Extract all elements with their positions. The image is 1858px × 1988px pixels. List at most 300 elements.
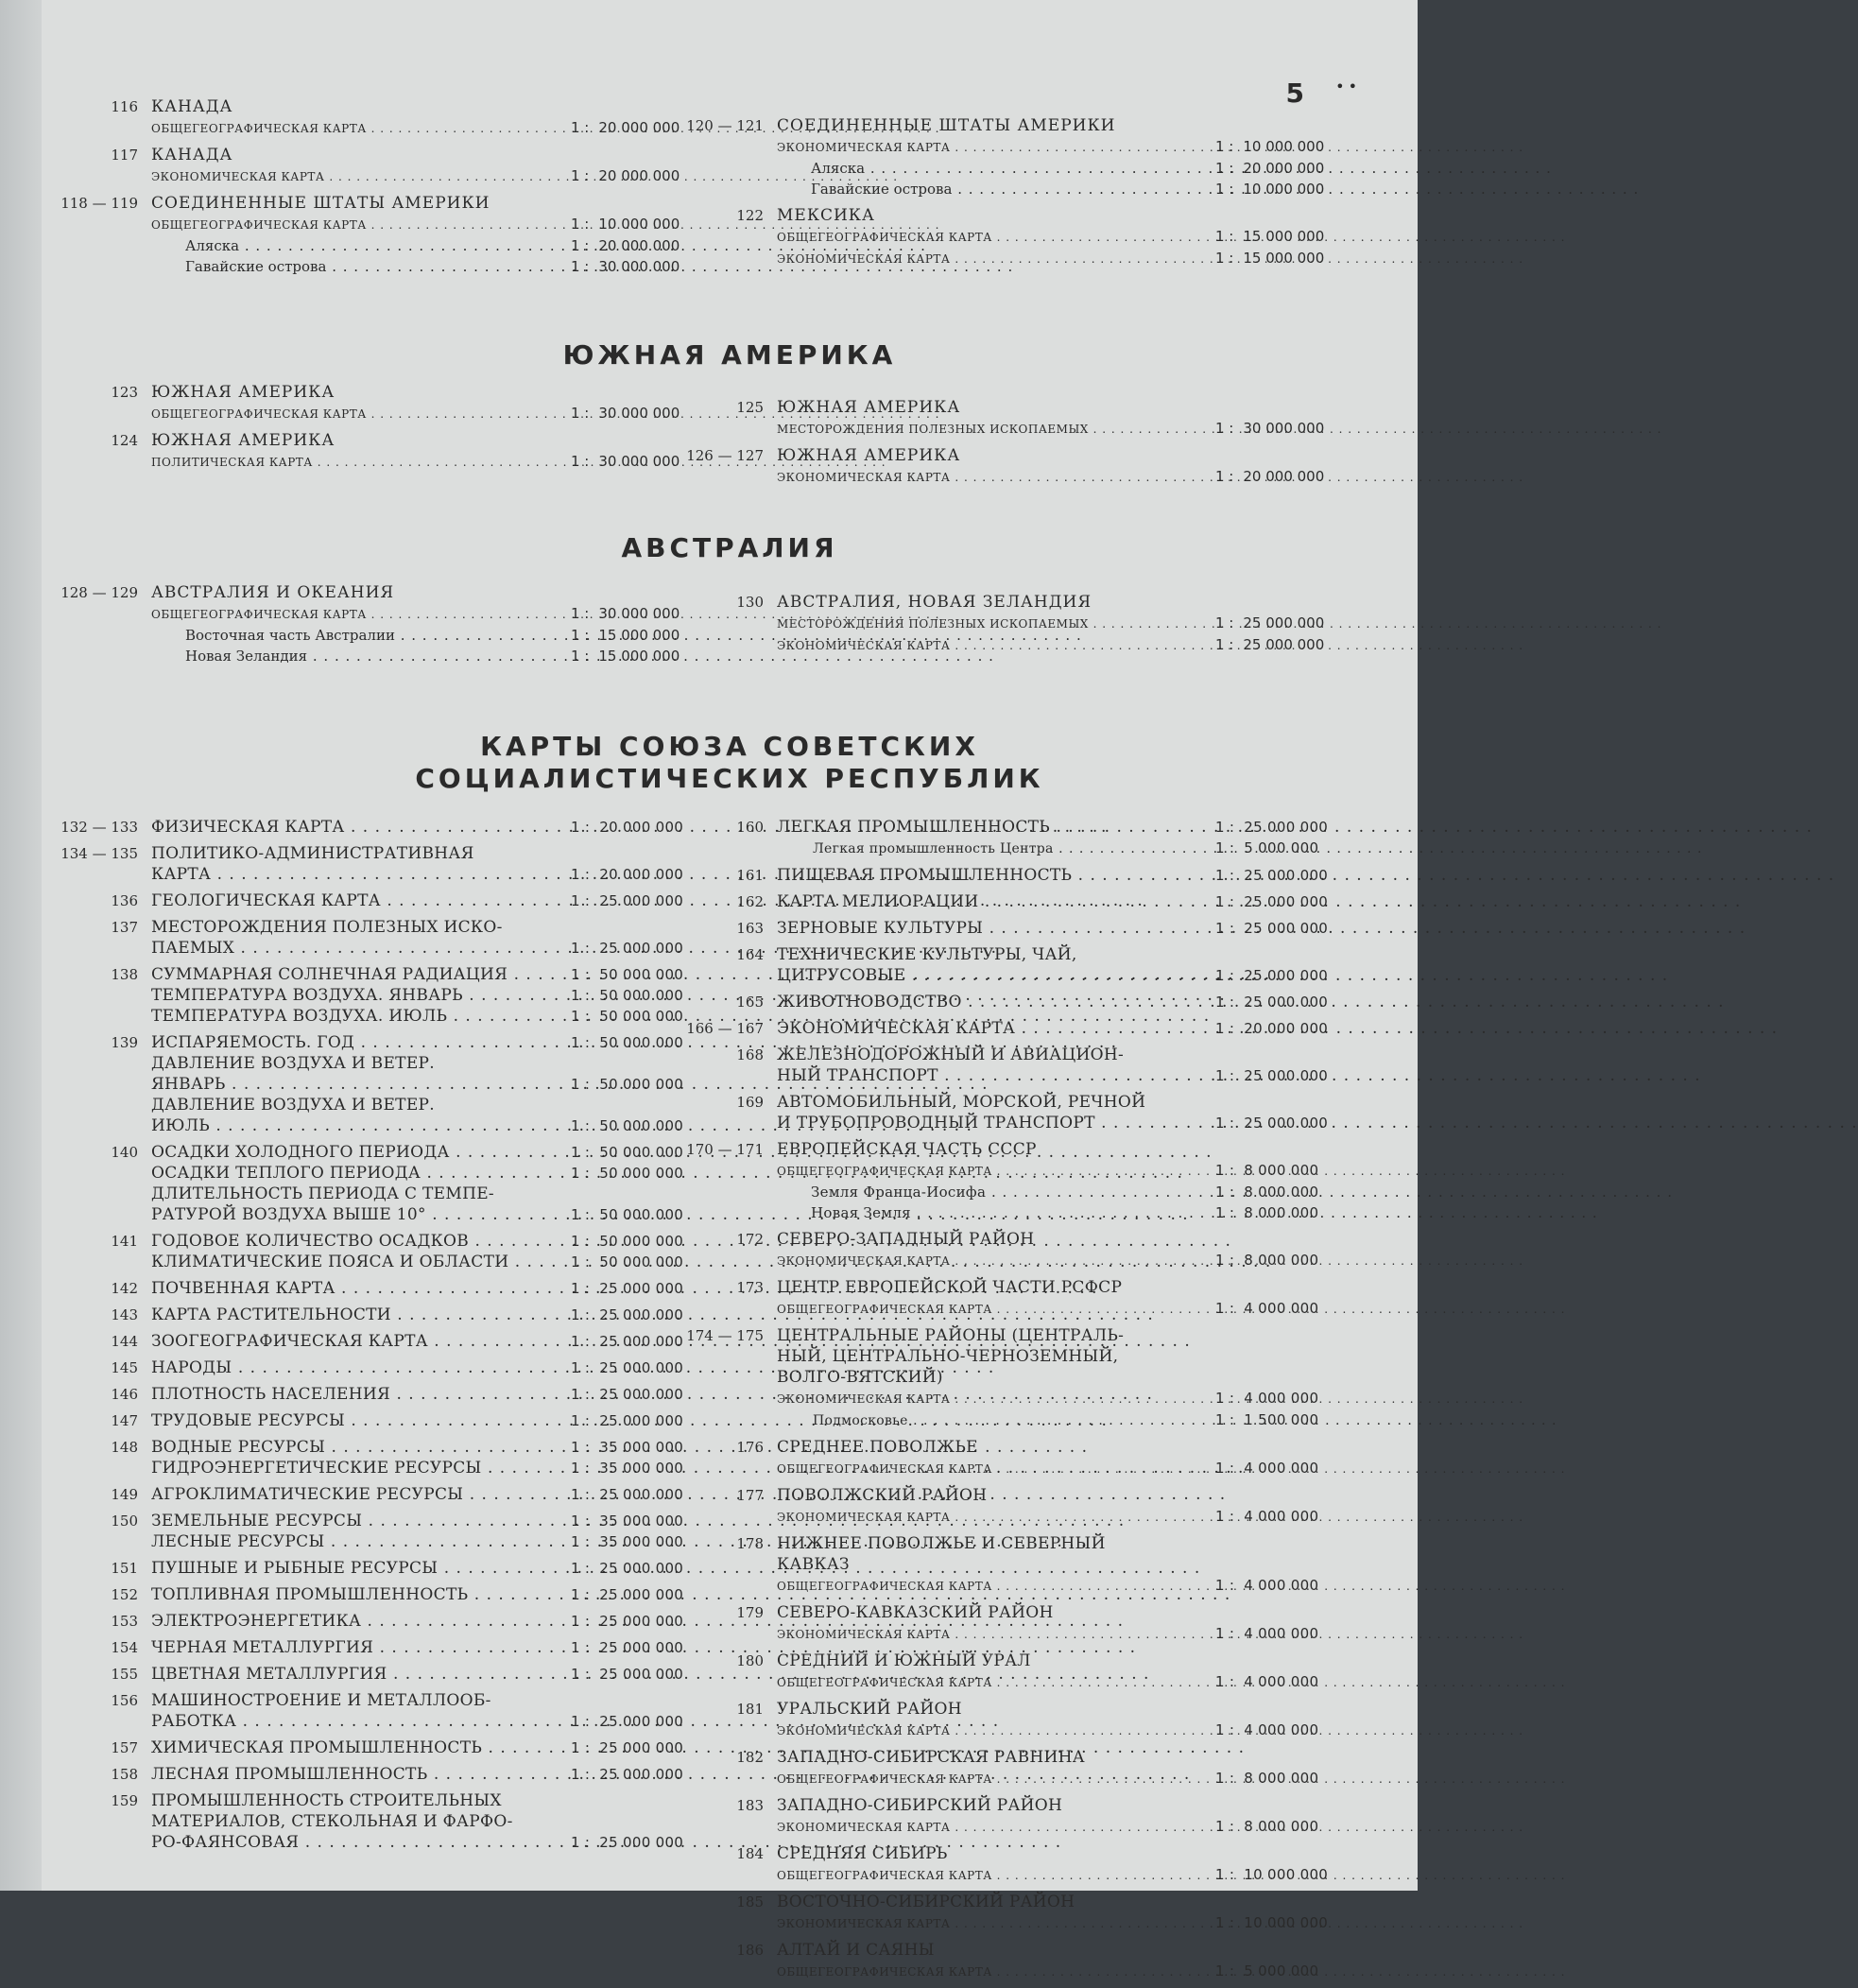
map-title: ИЮЛЬ . . . (151, 1115, 571, 1136)
map-title: ЭКОНОМИЧЕСКАЯ КАРТА . . . (777, 1817, 1215, 1838)
map-title: НИЖНЕЕ ПОВОЛЖЬЕ И СЕВЕРНЫЙ (777, 1534, 1106, 1553)
map-scale (1215, 838, 1319, 858)
scale-value: 50 000 000 (599, 966, 684, 983)
map-scale (571, 1142, 684, 1163)
map-title: ЖИВОТНОВОДСТВО . . . (777, 992, 1215, 1012)
scale-prefix: 1 : (1215, 893, 1235, 910)
scale-prefix: 1 : (571, 1034, 591, 1051)
map-title: ПУШНЫЕ И РЫБНЫЕ РЕСУРСЫ . . . (151, 1558, 571, 1579)
section-heading-ussr-line2: СОЦИАЛИСТИЧЕСКИХ РЕСПУБЛИК (415, 763, 1044, 794)
scale-prefix: 1 : (571, 1513, 591, 1530)
map-scale (571, 1558, 684, 1579)
map-title: РО-ФАЯНСОВАЯ . . . (151, 1832, 571, 1853)
section-heading-australia: АВСТРАЛИЯ (621, 532, 838, 563)
map-title: АВТОМОБИЛЬНЫЙ, МОРСКОЙ, РЕЧНОЙ (777, 1093, 1146, 1112)
scale-prefix: 1 : (571, 237, 590, 254)
map-title: ЗАПАДНО-СИБИРСКИЙ РАЙОН (777, 1796, 1063, 1815)
page-reference: 178 (736, 1535, 764, 1552)
page-reference: 163 (736, 920, 764, 937)
contents-entry (60, 96, 680, 139)
scale-value: 20 000 000 (1243, 160, 1325, 177)
map-title: ЭКОНОМИЧЕСКАЯ КАРТА . . . (777, 1720, 1215, 1741)
page-reference: 116 (111, 98, 138, 115)
map-title: ОБЩЕГЕОГРАФИЧЕСКАЯ КАРТА . . . (777, 1865, 1215, 1886)
page-reference: 136 (111, 892, 138, 909)
map-title: ЭКОНОМИЧЕСКАЯ КАРТА . . . (777, 1624, 1215, 1645)
map-title: ПЛОТНОСТЬ НАСЕЛЕНИЯ . . . (151, 1384, 571, 1405)
scale-prefix: 1 : (571, 1460, 591, 1477)
scale-prefix: 1 : (571, 1639, 591, 1656)
scale-prefix: 1 : (1215, 181, 1234, 198)
page-reference: 130 (736, 594, 764, 611)
map-title: АГРОКЛИМАТИЧЕСКИЕ РЕСУРСЫ . . . (151, 1484, 571, 1505)
page-reference: 186 (736, 1942, 764, 1959)
contents-entry (686, 1892, 1329, 1934)
contents-entry (60, 1231, 684, 1272)
page-reference: 180 (736, 1652, 764, 1669)
scale-prefix: 1 : (1215, 636, 1234, 653)
section-heading-south-america: ЮЖНАЯ АМЕРИКА (562, 339, 897, 371)
scale-value: 20 000 000 (598, 167, 680, 184)
scale-value: 4 000 000 (1244, 1300, 1319, 1317)
page-reference: 165 (736, 994, 764, 1011)
map-title: РАБОТКА . . . (151, 1711, 571, 1732)
map-title: КАРТА МЕЛИОРАЦИИ . . . (777, 891, 1215, 912)
map-scale (571, 1458, 684, 1478)
map-scale (1215, 918, 1329, 939)
contents-entry (60, 843, 684, 885)
scale-prefix: 1 : (1215, 1721, 1235, 1738)
scale-value: 20 000 000 (1243, 468, 1325, 485)
scale-value: 5 000 000 (1244, 1962, 1319, 1979)
map-scale (571, 1204, 684, 1225)
map-title: ПАЕМЫХ . . . (151, 938, 571, 959)
map-scale (571, 1437, 684, 1458)
contents-entry (60, 382, 680, 424)
contents-entry (686, 1139, 1319, 1223)
map-scale (1215, 1458, 1319, 1478)
scale-value: 20 000 000 (599, 866, 684, 883)
contents-entry (60, 1331, 684, 1352)
map-scale (1215, 965, 1329, 986)
map-scale (1215, 1160, 1319, 1181)
contents-entry (60, 1584, 684, 1605)
scale-prefix: 1 : (1215, 819, 1235, 836)
map-scale (571, 1252, 684, 1272)
contents-entry (686, 1437, 1319, 1479)
scale-prefix: 1 : (571, 1834, 591, 1851)
map-scale (1215, 1912, 1329, 1933)
map-scale (1215, 817, 1329, 838)
contents-entry (686, 1747, 1319, 1789)
scale-value: 25 000 000 (599, 1666, 684, 1683)
contents-entry (60, 1690, 684, 1732)
map-title: ЗЕРНОВЫЕ КУЛЬТУРЫ . . . (777, 918, 1215, 939)
scale-value: 25 000 000 (1244, 893, 1329, 910)
map-title: ЗАПАДНО-СИБИРСКАЯ РАВНИНА (777, 1748, 1085, 1767)
contents-entry (686, 1533, 1319, 1597)
map-title: ВОСТОЧНО-СИБИРСКИЙ РАЙОН (777, 1893, 1075, 1911)
page-reference: 179 (736, 1604, 764, 1621)
scale-prefix: 1 : (1215, 1067, 1235, 1084)
scale-value: 25 000 000 (599, 1639, 684, 1656)
scale-prefix: 1 : (1215, 1390, 1235, 1407)
map-title: СЕВЕРО-ЗАПАДНЫЙ РАЙОН (777, 1230, 1035, 1249)
map-scale (1215, 1671, 1319, 1692)
scale-prefix: 1 : (1215, 867, 1235, 884)
scale-value: 50 000 000 (599, 1144, 684, 1161)
scale-prefix: 1 : (1215, 138, 1234, 155)
scale-value: 25 000 000 (1244, 867, 1329, 884)
map-scale (571, 1305, 684, 1325)
page-reference: 183 (736, 1797, 764, 1814)
scale-prefix: 1 : (1215, 1818, 1235, 1835)
contents-entry (686, 1018, 1329, 1039)
map-scale (1215, 1768, 1319, 1789)
scale-prefix: 1 : (1215, 1184, 1235, 1201)
scale-prefix: 1 : (571, 1306, 591, 1323)
map-title: ЗЕМЕЛЬНЫЕ РЕСУРСЫ . . . (151, 1511, 571, 1531)
map-title: КАРТА РАСТИТЕЛЬНОСТИ . . . (151, 1305, 571, 1325)
map-scale (1215, 226, 1325, 247)
map-title: ОБЩЕГЕОГРАФИЧЕСКАЯ КАРТА . . . (777, 1161, 1215, 1182)
scale-value: 30 000 000 (598, 605, 680, 622)
map-scale (571, 603, 680, 624)
page-reference: 146 (111, 1386, 138, 1403)
contents-entry (686, 445, 1325, 488)
scale-value: 10 000 000 (1244, 1914, 1329, 1931)
scale-value: 4 000 000 (1244, 1721, 1319, 1738)
scale-prefix: 1 : (571, 1713, 591, 1730)
scale-prefix: 1 : (571, 1386, 591, 1403)
page-reference: 141 (111, 1233, 138, 1250)
map-title: МЕКСИКА (777, 206, 875, 225)
scale-value: 10 000 000 (1243, 181, 1325, 198)
scale-value: 25 000 000 (1243, 636, 1325, 653)
scale-value: 25 000 000 (1244, 1067, 1329, 1084)
map-title: ТЕМПЕРАТУРА ВОЗДУХА. ИЮЛЬ . . . (151, 1006, 571, 1027)
map-scale (571, 1737, 684, 1758)
map-title: ЭКОНОМИЧЕСКАЯ КАРТА . . . (777, 1251, 1215, 1271)
page-reference: 117 (111, 147, 138, 164)
scale-prefix: 1 : (1215, 1252, 1235, 1269)
scale-prefix: 1 : (1215, 250, 1234, 267)
page-reference: 140 (111, 1144, 138, 1161)
page-reference: 138 (111, 966, 138, 983)
scale-value: 30 000 000 (598, 258, 680, 275)
contents-entry (60, 1558, 684, 1579)
map-title: ХИМИЧЕСКАЯ ПРОМЫШЛЕННОСТЬ . . . (151, 1737, 571, 1758)
page-reference: 124 (111, 432, 138, 449)
map-title: Новая Земля . . . (777, 1202, 1215, 1223)
page-reference: 169 (736, 1094, 764, 1111)
contents-entry (60, 890, 684, 911)
page-reference: 168 (736, 1046, 764, 1063)
scale-prefix: 1 : (571, 1333, 591, 1350)
map-title: ДАВЛЕНИЕ ВОЗДУХА И ВЕТЕР. (151, 1054, 435, 1073)
scale-value: 8 000 000 (1244, 1162, 1319, 1179)
scale-value: 25 000 000 (599, 1306, 684, 1323)
map-title: ЮЖНАЯ АМЕРИКА (151, 383, 335, 402)
page-reference: 176 (736, 1439, 764, 1456)
contents-entry (686, 992, 1329, 1012)
map-scale (1215, 1575, 1319, 1596)
map-scale (1215, 1298, 1319, 1319)
page-reference: 170 — 171 (686, 1141, 764, 1158)
scale-value: 20 000 000 (598, 237, 680, 254)
map-title: НЫЙ, ЦЕНТРАЛЬНО-ЧЕРНОЗЕМНЫЙ, (777, 1347, 1119, 1366)
scale-value: 1 500 000 (1244, 1411, 1319, 1428)
contents-entry (686, 817, 1329, 859)
map-title: МАШИНОСТРОЕНИЕ И МЕТАЛЛООБ- (151, 1691, 491, 1710)
scale-prefix: 1 : (571, 216, 590, 233)
scale-value: 25 000 000 (1244, 994, 1329, 1011)
map-scale (1215, 1961, 1319, 1981)
map-scale (571, 646, 680, 666)
scale-prefix: 1 : (571, 405, 590, 422)
map-scale (1215, 418, 1325, 439)
map-title: Гавайские острова . . . (777, 179, 1215, 199)
map-scale (571, 1115, 684, 1136)
map-title: ОБЩЕГЕОГРАФИЧЕСКАЯ КАРТА . . . (777, 1769, 1215, 1789)
contents-entry (60, 1737, 684, 1758)
contents-entry (60, 1637, 684, 1658)
contents-entry (686, 1940, 1319, 1982)
scale-value: 25 000 000 (599, 1359, 684, 1376)
scale-value: 35 000 000 (599, 1513, 684, 1530)
page-reference: 158 (111, 1766, 138, 1783)
scale-value: 10 000 000 (1244, 1866, 1329, 1883)
scale-value: 30 000 000 (598, 405, 680, 422)
contents-entry (686, 1699, 1319, 1741)
map-title: ПОЛИТИЧЕСКАЯ КАРТА . . . (151, 452, 571, 473)
scale-prefix: 1 : (571, 892, 591, 909)
contents-entry (60, 1384, 684, 1405)
map-title: ЭКОНОМИЧЕСКАЯ КАРТА . . . (151, 166, 571, 187)
page-reference: 118 — 119 (60, 195, 138, 212)
map-scale (1215, 1409, 1319, 1430)
scale-prefix: 1 : (571, 1117, 591, 1134)
map-scale (571, 451, 680, 472)
map-title: КАРТА . . . (151, 864, 571, 885)
map-title: ОСАДКИ ТЕПЛОГО ПЕРИОДА . . . (151, 1163, 571, 1184)
scale-prefix: 1 : (571, 940, 591, 957)
map-scale (571, 256, 680, 277)
page-reference: 148 (111, 1439, 138, 1456)
page-reference: 128 — 129 (60, 584, 138, 601)
map-scale (571, 1637, 684, 1658)
map-scale (1215, 1720, 1319, 1740)
map-title: ПОЛИТИКО-АДМИНИСТРАТИВНАЯ (151, 844, 474, 863)
map-title: ЭКОНОМИЧЕСКАЯ КАРТА . . . (777, 1507, 1215, 1528)
map-title: МЕСТОРОЖДЕНИЯ ПОЛЕЗНЫХ ИСКОПАЕМЫХ . . . (777, 419, 1215, 440)
map-title: ПИЩЕВАЯ ПРОМЫШЛЕННОСТЬ . . . (777, 865, 1215, 886)
scale-prefix: 1 : (1215, 1625, 1235, 1642)
map-scale (1215, 1250, 1319, 1271)
map-scale (571, 864, 684, 885)
scale-value: 50 000 000 (599, 1034, 684, 1051)
contents-entry (60, 430, 680, 473)
map-scale (1215, 891, 1329, 912)
contents-entry (686, 1843, 1329, 1886)
map-title: СРЕДНЯЯ СИБИРЬ (777, 1844, 948, 1863)
scale-prefix: 1 : (1215, 1962, 1235, 1979)
page-reference: 154 (111, 1639, 138, 1656)
map-scale (1215, 1864, 1329, 1885)
contents-entry (60, 1611, 684, 1632)
page-reference: 161 (736, 867, 764, 884)
map-title: ОБЩЕГЕОГРАФИЧЕСКАЯ КАРТА . . . (151, 404, 571, 424)
map-title: НАРОДЫ . . . (151, 1357, 571, 1378)
scale-prefix: 1 : (571, 1253, 591, 1271)
binding-edge (0, 0, 42, 1891)
scale-prefix: 1 : (1215, 1577, 1235, 1594)
map-title: ЭКОНОМИЧЕСКАЯ КАРТА . . . (777, 1913, 1215, 1934)
map-title: ПОЧВЕННАЯ КАРТА . . . (151, 1278, 571, 1299)
page-reference: 149 (111, 1486, 138, 1503)
scale-prefix: 1 : (571, 119, 590, 136)
map-title: ОБЩЕГЕОГРАФИЧЕСКАЯ КАРТА . . . (151, 604, 571, 625)
scale-prefix: 1 : (571, 966, 591, 983)
contents-entry (686, 891, 1329, 912)
map-scale (571, 1357, 684, 1378)
map-title: И ТРУБОПРОВОДНЫЙ ТРАНСПОРТ . . . (777, 1113, 1215, 1133)
scale-value: 20 000 000 (1244, 1020, 1329, 1037)
map-title: ЖЕЛЕЗНОДОРОЖНЫЙ И АВИАЦИОН- (777, 1046, 1125, 1064)
map-title: ГИДРОЭНЕРГЕТИЧЕСКИЕ РЕСУРСЫ . . . (151, 1458, 571, 1478)
scale-value: 25 000 000 (599, 1586, 684, 1603)
map-title: СУММАРНАЯ СОЛНЕЧНАЯ РАДИАЦИЯ . . . (151, 964, 571, 985)
scale-prefix: 1 : (571, 648, 590, 665)
map-title: ЭКОНОМИЧЕСКАЯ КАРТА . . . (777, 137, 1215, 158)
scale-value: 20 000 000 (599, 819, 684, 836)
page-reference: 137 (111, 919, 138, 936)
contents-entry (686, 1485, 1319, 1528)
scale-value: 15 000 000 (1243, 250, 1325, 267)
map-title: ЭКОНОМИЧЕСКАЯ КАРТА . . . (777, 1018, 1215, 1039)
scale-prefix: 1 : (1215, 160, 1234, 177)
map-scale (1215, 466, 1325, 487)
scale-prefix: 1 : (1215, 1673, 1235, 1690)
map-scale (571, 890, 684, 911)
map-title: ОСАДКИ ХОЛОДНОГО ПЕРИОДА . . . (151, 1142, 571, 1163)
map-title: ИСПАРЯЕМОСТЬ. ГОД . . . (151, 1032, 571, 1053)
page-reference: 122 (736, 207, 764, 224)
australia-right-column (686, 592, 1325, 662)
scale-prefix: 1 : (571, 819, 591, 836)
scale-value: 25 000 000 (1244, 920, 1329, 937)
scale-value: 25 000 000 (599, 940, 684, 957)
contents-entry (60, 917, 684, 959)
contents-entry (60, 1410, 684, 1431)
map-title: ОБЩЕГЕОГРАФИЧЕСКАЯ КАРТА . . . (777, 1459, 1215, 1479)
contents-entry (686, 592, 1325, 656)
map-scale (1215, 1018, 1329, 1039)
ussr-left-column (60, 817, 684, 1858)
map-title: ГЕОЛОГИЧЕСКАЯ КАРТА . . . (151, 890, 571, 911)
map-title: ЦЕНТРАЛЬНЫЕ РАЙОНЫ (ЦЕНТРАЛЬ- (777, 1326, 1125, 1345)
page-reference: 147 (111, 1412, 138, 1429)
map-title: ГОДОВОЕ КОЛИЧЕСТВО ОСАДКОВ . . . (151, 1231, 571, 1252)
scale-prefix: 1 : (1215, 420, 1234, 437)
page-reference: 181 (736, 1701, 764, 1718)
scale-value: 25 000 000 (599, 1333, 684, 1350)
contents-entry (60, 1664, 684, 1685)
scale-prefix: 1 : (571, 1439, 591, 1456)
page-reference: 153 (111, 1613, 138, 1630)
page-reference: 174 — 175 (686, 1327, 764, 1344)
page-reference: 162 (736, 893, 764, 910)
page-reference: 157 (111, 1739, 138, 1756)
map-scale (571, 1832, 684, 1853)
contents-entry (60, 1764, 684, 1785)
scale-prefix: 1 : (1215, 1411, 1235, 1428)
map-title: ЦИТРУСОВЫЕ . . . (777, 965, 1215, 986)
map-title: СОЕДИНЕННЫЕ ШТАТЫ АМЕРИКИ (777, 116, 1116, 135)
contents-entry (60, 1484, 684, 1505)
atlas-contents-page (42, 0, 1418, 1979)
map-scale (1215, 1113, 1329, 1133)
ussr-right-column (686, 817, 1329, 1988)
contents-entry (60, 1437, 684, 1478)
map-scale (1215, 865, 1329, 886)
map-title: КАВКАЗ (777, 1555, 850, 1574)
map-scale (1215, 1388, 1319, 1409)
map-scale (571, 1278, 684, 1299)
map-title: ОБЩЕГЕОГРАФИЧЕСКАЯ КАРТА . . . (777, 1576, 1215, 1597)
map-scale (571, 1231, 684, 1252)
scale-prefix: 1 : (571, 1586, 591, 1603)
map-scale (571, 938, 684, 959)
scale-value: 8 000 000 (1244, 1204, 1319, 1221)
scale-prefix: 1 : (571, 605, 590, 622)
map-scale (571, 1410, 684, 1431)
contents-entry (60, 964, 684, 1027)
map-title: ПРОМЫШЛЕННОСТЬ СТРОИТЕЛЬНЫХ (151, 1791, 502, 1810)
scale-value: 50 000 000 (599, 987, 684, 1004)
map-title: ТОПЛИВНАЯ ПРОМЫШЛЕННОСТЬ . . . (151, 1584, 571, 1605)
page-reference: 159 (111, 1792, 138, 1809)
page-reference: 185 (736, 1893, 764, 1910)
map-title: АВСТРАЛИЯ, НОВАЯ ЗЕЛАНДИЯ (777, 593, 1092, 612)
page-reference: 172 (736, 1231, 764, 1248)
contents-entry (686, 1325, 1319, 1431)
map-scale (571, 1511, 684, 1531)
scale-prefix: 1 : (571, 1076, 591, 1093)
map-scale (1215, 248, 1325, 268)
map-scale (1215, 1202, 1319, 1223)
contents-entry (686, 944, 1329, 986)
page-reference: 143 (111, 1306, 138, 1323)
contents-entry (60, 1032, 684, 1136)
contents-entry (60, 1790, 684, 1853)
page-reference: 156 (111, 1692, 138, 1709)
map-scale (571, 985, 684, 1006)
map-title: МАТЕРИАЛОВ, СТЕКОЛЬНАЯ И ФАРФО- (151, 1812, 513, 1831)
map-title: ЛЕСНЫЕ РЕСУРСЫ . . . (151, 1531, 571, 1552)
contents-entry (60, 582, 680, 666)
contents-entry (60, 1511, 684, 1552)
page-reference: 155 (111, 1666, 138, 1683)
scale-prefix: 1 : (1215, 1914, 1235, 1931)
map-scale (571, 1384, 684, 1405)
map-title: РАТУРОЙ ВОЗДУХА ВЫШЕ 10° . . . (151, 1204, 571, 1225)
map-scale (1215, 1065, 1329, 1086)
scale-value: 25 000 000 (599, 1386, 684, 1403)
scale-value: 25 000 000 (599, 1739, 684, 1756)
scale-value: 50 000 000 (599, 1206, 684, 1223)
page-reference: 150 (111, 1513, 138, 1530)
